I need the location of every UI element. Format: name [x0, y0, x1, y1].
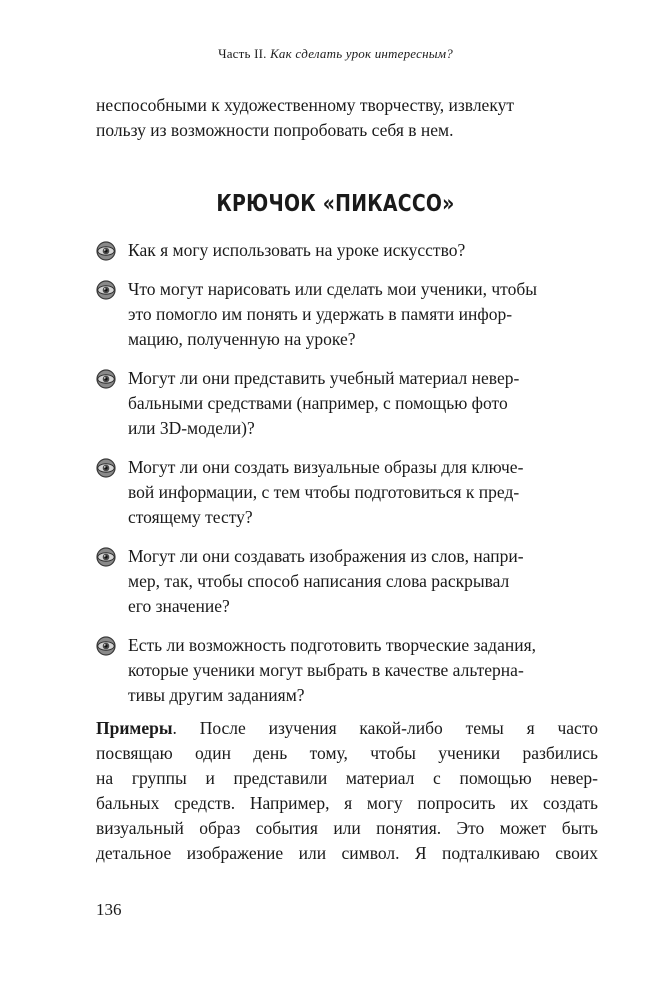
- question-item: [96, 366, 598, 441]
- question-line: Могут ли они представить учебный материал невер-: [128, 368, 520, 388]
- question-line: Могут ли они создать визуальные образы для ключе-: [128, 457, 524, 477]
- question-line: Что могут нарисовать или сделать мои ученики, чтобы: [128, 279, 537, 299]
- question-line: мер, так, чтобы способ написания слова раскрывал: [128, 571, 510, 591]
- eye-bullet-icon: [96, 636, 116, 656]
- examples-line: визуальный образ события или понятия. Это может быть: [96, 818, 598, 838]
- eye-bullet-icon: [96, 280, 116, 300]
- examples-line: на группы и представили материал с помощью невер-: [96, 768, 598, 788]
- question-line: тивы другим заданиям?: [128, 685, 305, 705]
- question-item: [96, 455, 598, 530]
- question-item: [96, 633, 598, 708]
- running-header: [0, 46, 671, 62]
- examples-line: детальное изображение или символ. Я подталкиваю своих: [96, 843, 598, 863]
- eye-bullet-icon: [96, 547, 116, 567]
- question-line: которые ученики могут выбрать в качестве альтерна-: [128, 660, 524, 680]
- question-line: Есть ли возможность подготовить творческие задания,: [128, 635, 537, 655]
- examples-line: посвящаю один день тому, чтобы ученики разбились: [96, 743, 598, 763]
- section-heading: КРЮЧОК «ПИКАССО»: [216, 191, 455, 217]
- header-title: Как сделать урок интересным?: [270, 46, 453, 61]
- question-line: Могут ли они создавать изображения из слов, напри-: [128, 546, 524, 566]
- question-line: мацию, полученную на уроке?: [128, 329, 356, 349]
- question-line: это помогло им понять и удержать в памяти инфор-: [128, 304, 513, 324]
- question-item: [96, 544, 598, 619]
- intro-line: неспособными к художественному творчеству, извлекут: [96, 95, 514, 115]
- question-line: вой информации, с тем чтобы подготовиться к пред-: [128, 482, 520, 502]
- question-line: его значение?: [128, 596, 230, 616]
- header-part: Часть II.: [218, 46, 267, 61]
- question-line: стоящему тесту?: [128, 507, 253, 527]
- intro-paragraph: [96, 93, 596, 143]
- question-line: бальными средствами (например, с помощью фото: [128, 393, 508, 413]
- eye-bullet-icon: [96, 369, 116, 389]
- eye-bullet-icon: [96, 458, 116, 478]
- question-item: [96, 277, 598, 352]
- examples-paragraph: [96, 716, 598, 866]
- intro-line: пользу из возможности попробовать себя в нем.: [96, 120, 454, 140]
- examples-line: бальных средств. Например, я могу попросить их создать: [96, 793, 598, 813]
- examples-label: Примеры: [96, 718, 173, 738]
- question-item: [96, 238, 598, 263]
- page-number: 136: [96, 900, 122, 919]
- question-list: [96, 238, 598, 722]
- question-line: Как я могу использовать на уроке искусство?: [128, 240, 466, 260]
- examples-first-line: . После изучения какой-либо темы я часто: [172, 718, 598, 738]
- examples-line: [96, 716, 598, 741]
- eye-bullet-icon: [96, 241, 116, 261]
- question-line: или 3D-модели)?: [128, 418, 255, 438]
